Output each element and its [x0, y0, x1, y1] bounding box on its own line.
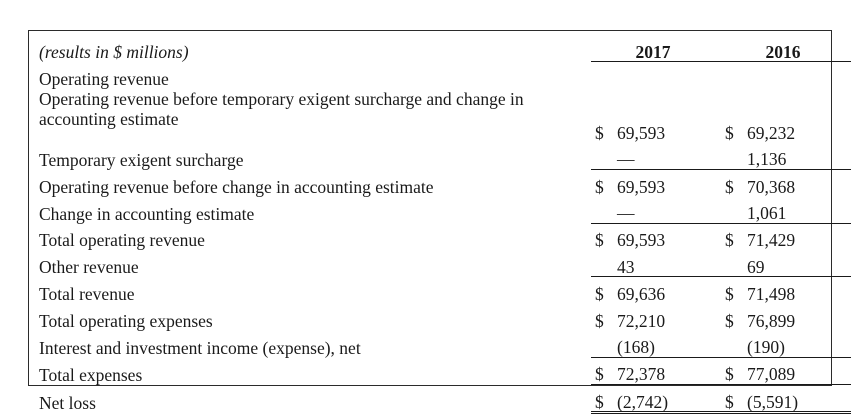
row-value-2016: 71,498: [747, 277, 851, 304]
row-value-2016: (190): [747, 337, 785, 358]
column-header-2016: 2016: [721, 31, 851, 62]
table-row: [29, 330, 851, 357]
row-currency-2016: [721, 196, 747, 223]
row-value-2017: [617, 62, 721, 89]
row-value-2016: 69: [747, 256, 765, 277]
row-currency-2017: [591, 250, 617, 277]
row-currency-2017: [591, 62, 617, 89]
row-value-2016: 71,429: [747, 223, 851, 250]
row-currency-2016: $: [721, 169, 747, 196]
table-row: [29, 250, 851, 277]
row-value-2017: —: [617, 149, 635, 170]
row-value-2017: 69,593: [617, 122, 666, 143]
row-label: Total revenue: [39, 284, 135, 305]
row-currency-2016: [721, 62, 747, 89]
table-row: [29, 169, 851, 196]
row-currency-2017: $: [591, 357, 617, 384]
row-currency-2016: $: [721, 384, 747, 412]
row-currency-2017: $: [591, 169, 617, 196]
row-value-2017: 69,636: [617, 277, 721, 304]
units-caption: (results in $ millions): [39, 42, 189, 62]
row-value-2017: —: [617, 203, 635, 224]
row-label: Operating revenue: [39, 68, 169, 89]
statement-frame: [28, 30, 832, 414]
row-value-2017: 43: [617, 256, 635, 277]
table-row: [29, 357, 851, 384]
row-currency-2016: $: [721, 277, 747, 304]
row-currency-2016: $: [725, 122, 734, 143]
row-currency-2017: $: [591, 277, 617, 304]
table-row: [29, 223, 851, 250]
table-row: [29, 88, 851, 142]
row-currency-2016: [721, 142, 747, 169]
row-currency-2016: [721, 250, 747, 277]
row-value-2017: 69,593: [617, 223, 721, 250]
row-currency-2016: [721, 330, 747, 357]
row-value-2016: (5,591): [747, 384, 851, 412]
row-value-2017: 69,593: [617, 169, 721, 196]
row-value-2017: 72,210: [617, 310, 666, 331]
row-currency-2017: [591, 330, 617, 357]
row-value-2016: 1,061: [747, 203, 787, 224]
table-row: [29, 384, 851, 412]
row-label: Operating revenue before temporary exigent surcharge and change in accounting estimate: [39, 89, 524, 129]
row-value-2016: 77,089: [747, 357, 851, 384]
row-label: Temporary exigent surcharge: [39, 149, 244, 170]
row-label: Total expenses: [39, 364, 143, 385]
row-value-2017: (168): [617, 337, 655, 358]
row-currency-2017: $: [591, 384, 617, 412]
row-currency-2017: $: [595, 122, 604, 143]
row-value-2016: 70,368: [747, 169, 851, 196]
row-value-2016: 76,899: [747, 310, 796, 331]
row-label: Other revenue: [39, 257, 139, 278]
row-label: Change in accounting estimate: [39, 203, 255, 224]
row-value-2016: [747, 62, 851, 89]
row-value-2017: (2,742): [617, 384, 721, 412]
table-row: [29, 196, 851, 223]
row-currency-2017: [591, 142, 617, 169]
row-currency-2016: $: [721, 223, 747, 250]
row-label: Total operating expenses: [39, 310, 213, 331]
table-row: [29, 62, 851, 89]
row-label: Total operating revenue: [39, 230, 205, 251]
row-currency-2016: $: [725, 310, 734, 331]
column-header-2017: 2017: [591, 31, 721, 62]
financial-statement-table: [29, 31, 851, 414]
row-currency-2017: $: [591, 223, 617, 250]
table-row: [29, 277, 851, 304]
row-value-2017: 72,378: [617, 357, 721, 384]
table-row: [29, 304, 851, 330]
row-value-2016: 69,232: [747, 122, 796, 143]
row-currency-2017: [591, 196, 617, 223]
row-label: Interest and investment income (expense), net: [39, 337, 361, 358]
row-value-2016: 1,136: [747, 149, 787, 170]
row-currency-2016: $: [721, 357, 747, 384]
row-currency-2017: $: [595, 310, 604, 331]
table-header-row: [29, 31, 851, 62]
table-row: [29, 142, 851, 169]
row-label: Operating revenue before change in accounting estimate: [39, 176, 434, 197]
row-label: Net loss: [39, 393, 96, 414]
